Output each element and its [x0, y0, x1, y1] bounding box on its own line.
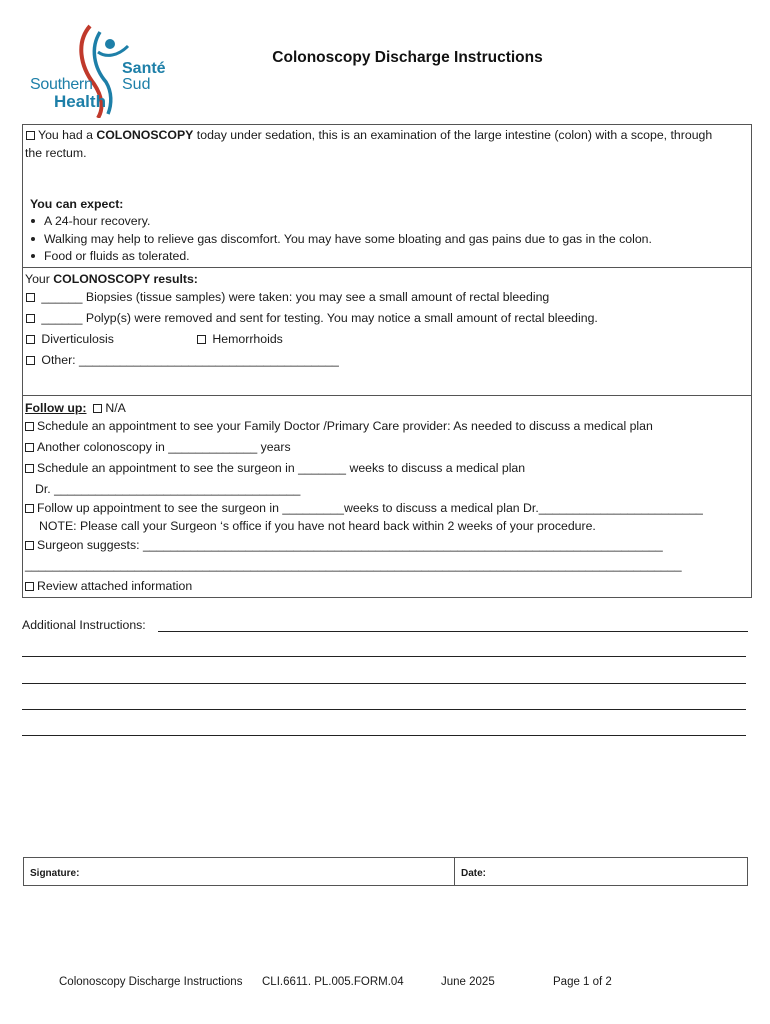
southern-health-logo: [24, 22, 174, 118]
hemorrhoids-checkbox[interactable]: [197, 335, 206, 344]
surgeon-suggests-option: Surgeon suggests: ____________________________________________________________________________: [25, 537, 663, 553]
polyps-option: ______ Polyp(s) were removed and sent for testing. You may notice a small amount of rectal bleeding.: [26, 310, 598, 326]
review-option: Review attached information: [25, 578, 192, 594]
additional-instructions-line[interactable]: [22, 683, 746, 684]
expect-item: Food or fluids as tolerated.: [31, 248, 190, 264]
follow-up-appointment-checkbox[interactable]: [25, 504, 34, 513]
logo-word-southern: Southern: [30, 76, 93, 93]
additional-instructions-line[interactable]: [22, 709, 746, 710]
additional-instructions-line[interactable]: [22, 656, 746, 657]
polyps-checkbox[interactable]: [26, 314, 35, 323]
other-checkbox[interactable]: [26, 356, 35, 365]
surgeon-suggests-checkbox[interactable]: [25, 541, 34, 550]
footer-doc-name: Colonoscopy Discharge Instructions: [59, 976, 243, 988]
bullet-icon: [31, 254, 35, 258]
logo-word-sante: Santé: [122, 60, 166, 77]
follow-up-note: NOTE: Please call your Surgeon ‘s office if you have not heard back within 2 weeks of your procedure.: [39, 519, 596, 533]
biopsies-option: ______ Biopsies (tissue samples) were taken: you may see a small amount of rectal bleeding: [26, 289, 549, 305]
surgeon-appointment-option: Schedule an appointment to see the surgeon in _______ weeks to discuss a medical plan: [25, 460, 525, 476]
procedure-section: [22, 124, 752, 268]
expect-item: Walking may help to relieve gas discomfort. You may have some bloating and gas pains due to gas in the colon.: [31, 231, 652, 247]
diverticulosis-option: Diverticulosis: [26, 331, 114, 347]
bullet-icon: [31, 237, 35, 241]
date-label: Date:: [461, 868, 487, 879]
procedure-checkbox[interactable]: [26, 131, 35, 140]
family-doctor-option: Schedule an appointment to see your Family Doctor /Primary Care provider: As needed to discuss a medical plan: [25, 418, 653, 434]
procedure-intro-cont: the rectum.: [25, 146, 87, 160]
additional-instructions-line[interactable]: [22, 735, 746, 736]
family-doctor-checkbox[interactable]: [25, 422, 34, 431]
colonoscopy-checkbox[interactable]: [25, 443, 34, 452]
page-title: Colonoscopy Discharge Instructions: [272, 49, 543, 66]
expect-item: A 24-hour recovery.: [31, 213, 150, 229]
footer-form-code: CLI.6611. PL.005.FORM.04: [262, 976, 404, 988]
biopsies-checkbox[interactable]: [26, 293, 35, 302]
results-section: [22, 267, 752, 396]
colonoscopy-option: Another colonoscopy in _____________ years: [25, 439, 291, 455]
expect-heading: You can expect:: [30, 197, 124, 211]
other-option: Other: ______________________________________: [26, 352, 339, 368]
diverticulosis-checkbox[interactable]: [26, 335, 35, 344]
surgeon-dr-line[interactable]: Dr. ____________________________________: [35, 482, 301, 496]
signature-field[interactable]: [24, 858, 454, 885]
signature-date-box: [23, 857, 748, 886]
surgeon-appointment-checkbox[interactable]: [25, 464, 34, 473]
footer-page-number: Page 1 of 2: [553, 976, 612, 988]
follow-up-section: [22, 395, 752, 598]
hemorrhoids-option: Hemorrhoids: [197, 331, 283, 347]
date-field[interactable]: [455, 858, 747, 885]
procedure-intro: You had a COLONOSCOPY today under sedation, this is an examination of the large intestine (colon) with a scope, through: [26, 127, 712, 143]
footer-date: June 2025: [441, 976, 495, 988]
bullet-icon: [31, 219, 35, 223]
signature-label: Signature:: [30, 868, 80, 879]
logo-word-health: Health: [54, 92, 106, 111]
follow-up-appointment-option: Follow up appointment to see the surgeon in _________weeks to discuss a medical plan Dr.________________________: [25, 500, 703, 516]
review-checkbox[interactable]: [25, 582, 34, 591]
follow-up-heading: Follow up: N/A: [25, 401, 126, 415]
logo-word-sud: Sud: [122, 76, 151, 93]
na-checkbox[interactable]: [93, 404, 102, 413]
additional-instructions-label: Additional Instructions:: [22, 618, 146, 632]
surgeon-suggests-line[interactable]: ________________________________________________________________________________________________: [25, 558, 682, 572]
additional-instructions-field[interactable]: [158, 631, 748, 632]
results-heading: Your COLONOSCOPY results:: [25, 272, 198, 286]
